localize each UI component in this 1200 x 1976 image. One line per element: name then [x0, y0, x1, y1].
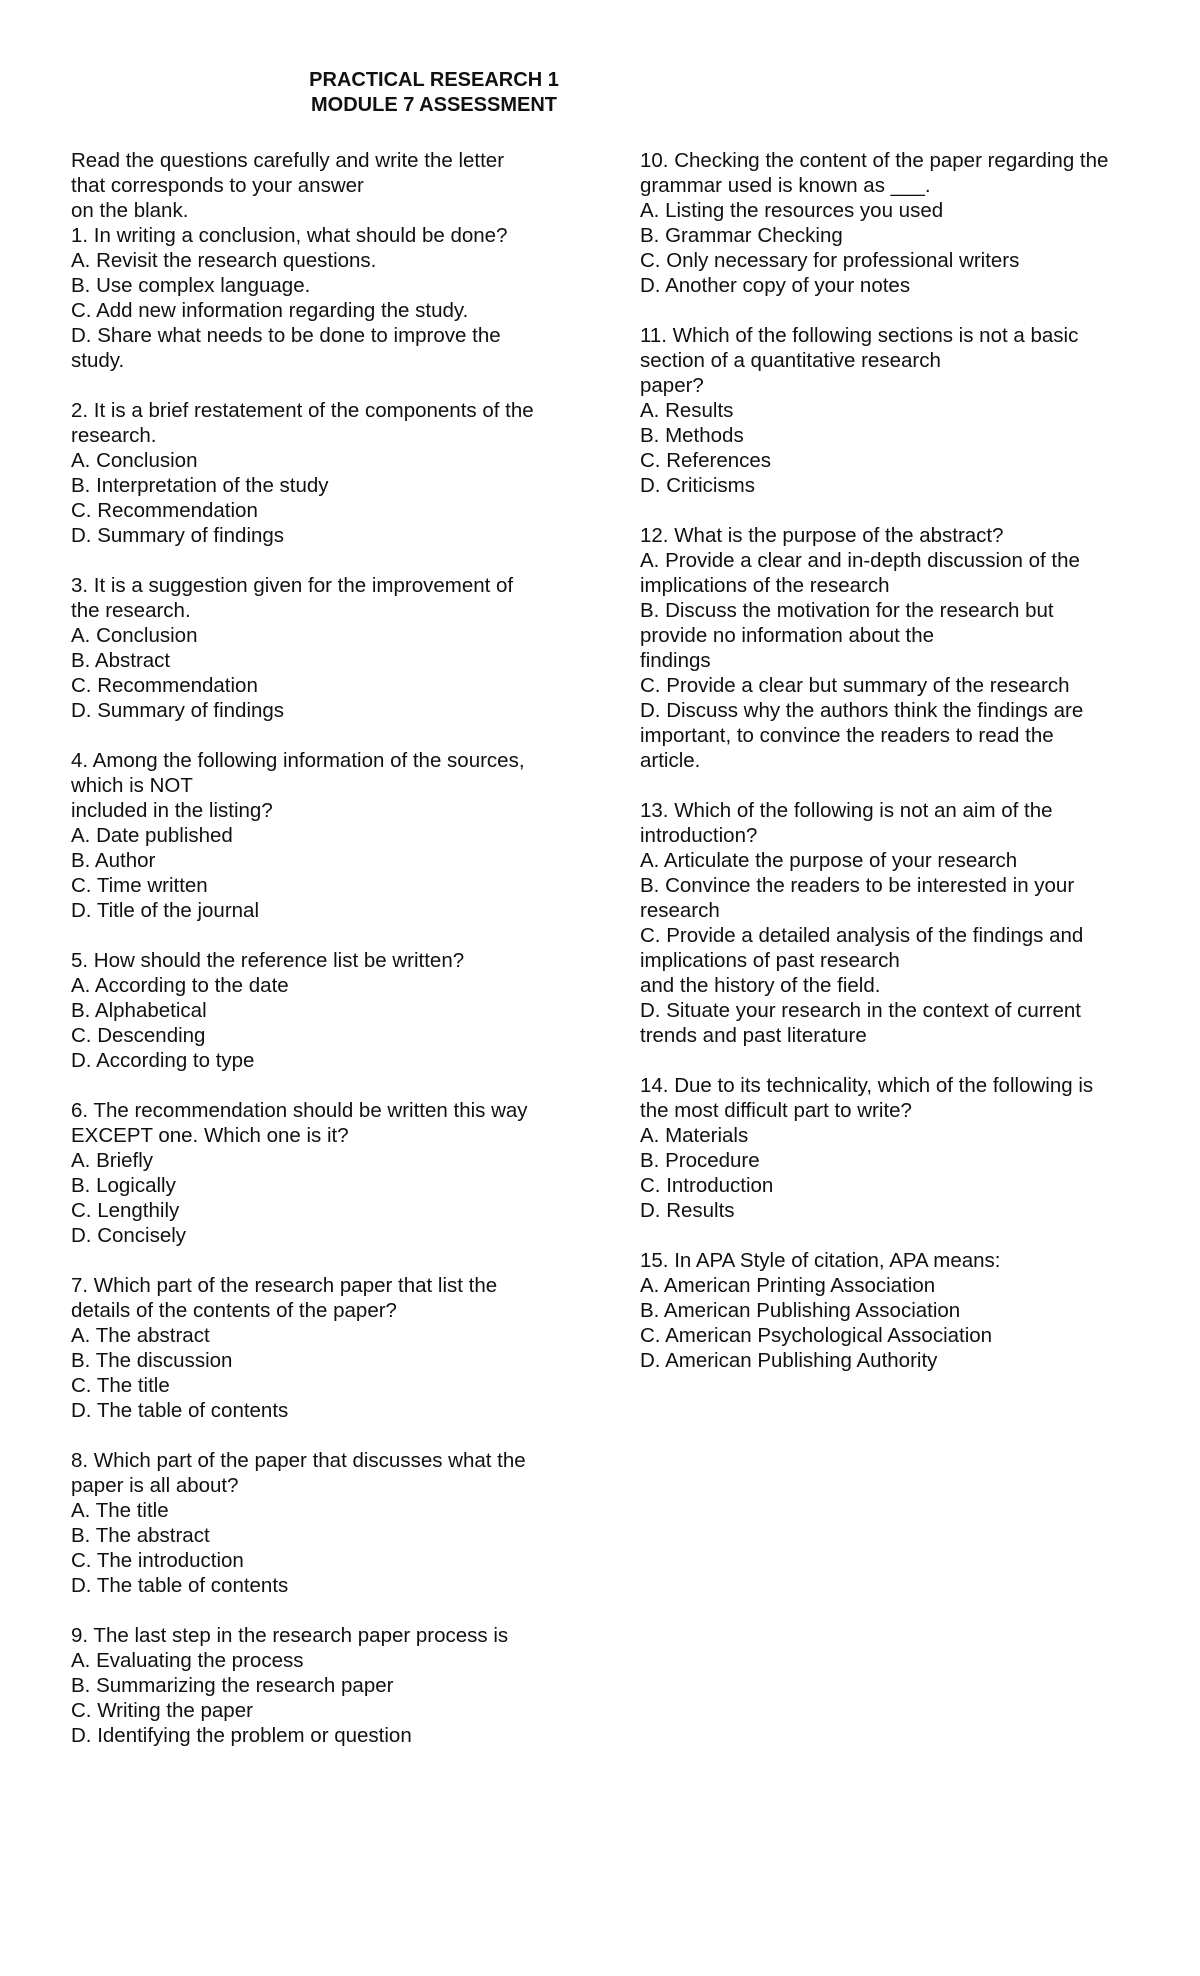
instruction-line: Read the questions carefully and write the letter [71, 149, 505, 172]
question-line: C. Add new information regarding the study. [71, 299, 469, 322]
question-line: A. Results [640, 399, 734, 422]
question-line: D. According to type [71, 1049, 255, 1072]
question-text: 3. It is a suggestion given for the improvement of [71, 574, 514, 597]
question-line: C. Introduction [640, 1174, 774, 1197]
question-line: A. Date published [71, 824, 233, 847]
question-line: C. Writing the paper [71, 1699, 253, 1722]
question-line: B. Grammar Checking [640, 224, 843, 247]
question-line: D. The table of contents [71, 1574, 289, 1597]
question-line: B. Convince the readers to be interested in your [640, 874, 1075, 897]
question-line: D. Results [640, 1199, 735, 1222]
question-line: B. Methods [640, 424, 744, 447]
question-line: C. Provide a detailed analysis of the findings and [640, 924, 1084, 947]
question-line: A. Listing the resources you used [640, 199, 944, 222]
question-line: B. The discussion [71, 1349, 233, 1372]
question-line: the most difficult part to write? [640, 1099, 912, 1122]
question-line: C. Lengthily [71, 1199, 180, 1222]
question-10 [640, 148, 1150, 298]
question-text: 7. Which part of the research paper that list the [71, 1274, 498, 1297]
question-text: 1. In writing a conclusion, what should be done? [71, 224, 508, 247]
question-line: A. The abstract [71, 1324, 210, 1347]
instruction-line: on the blank. [71, 199, 189, 222]
question-line: D. Summary of findings [71, 524, 285, 547]
question-line: trends and past literature [640, 1024, 867, 1047]
question-text: 15. In APA Style of citation, APA means: [640, 1249, 1001, 1272]
question-text: 4. Among the following information of the sources, [71, 749, 525, 772]
question-line: D. The table of contents [71, 1399, 289, 1422]
question-line: EXCEPT one. Which one is it? [71, 1124, 349, 1147]
question-2 [71, 398, 571, 548]
question-spacer [71, 923, 571, 948]
question-line: B. Abstract [71, 649, 171, 672]
question-line: B. The abstract [71, 1524, 210, 1547]
question-line: B. Procedure [640, 1149, 760, 1172]
question-line: D. Summary of findings [71, 699, 285, 722]
question-line: D. Another copy of your notes [640, 274, 911, 297]
question-line: article. [640, 749, 701, 772]
question-line: D. Concisely [71, 1224, 187, 1247]
question-line: A. Conclusion [71, 449, 198, 472]
question-line: D. Situate your research in the context of current [640, 999, 1081, 1022]
question-11 [640, 323, 1150, 498]
question-line: which is NOT [71, 774, 193, 797]
question-spacer [71, 373, 571, 398]
question-line: study. [71, 349, 125, 372]
question-spacer [71, 548, 571, 573]
question-8 [71, 1448, 571, 1598]
question-spacer [640, 1223, 1150, 1248]
question-line: provide no information about the [640, 624, 935, 647]
question-text: 2. It is a brief restatement of the components of the [71, 399, 534, 422]
title-line-1: PRACTICAL RESEARCH 1 [309, 69, 559, 91]
question-line: details of the contents of the paper? [71, 1299, 397, 1322]
question-line: paper is all about? [71, 1474, 239, 1497]
question-line: grammar used is known as ___. [640, 174, 931, 197]
question-text: 12. What is the purpose of the abstract? [640, 524, 1004, 547]
question-line: D. Title of the journal [71, 899, 260, 922]
question-line: A. Conclusion [71, 624, 198, 647]
question-text: 13. Which of the following is not an aim of the [640, 799, 1053, 822]
question-1 [71, 223, 571, 373]
question-9 [71, 1623, 571, 1748]
question-text: 6. The recommendation should be written this way [71, 1099, 528, 1122]
instruction-line: that corresponds to your answer [71, 174, 364, 197]
question-14 [640, 1073, 1150, 1223]
question-spacer [640, 773, 1150, 798]
question-line: C. The introduction [71, 1549, 244, 1572]
instructions [71, 148, 571, 223]
question-line: paper? [640, 374, 704, 397]
title-line-2: MODULE 7 ASSESSMENT [311, 94, 557, 116]
question-line: findings [640, 649, 711, 672]
question-line: A. The title [71, 1499, 169, 1522]
question-line: B. Discuss the motivation for the research but [640, 599, 1054, 622]
question-line: introduction? [640, 824, 758, 847]
question-line: A. Provide a clear and in-depth discussion of the [640, 549, 1080, 572]
question-spacer [71, 1248, 571, 1273]
question-line: B. Summarizing the research paper [71, 1674, 394, 1697]
question-spacer [71, 1598, 571, 1623]
question-line: A. Revisit the research questions. [71, 249, 377, 272]
question-7 [71, 1273, 571, 1423]
question-line: C. The title [71, 1374, 170, 1397]
question-line: implications of the research [640, 574, 890, 597]
question-line: included in the listing? [71, 799, 273, 822]
question-line: section of a quantitative research [640, 349, 941, 372]
question-line: A. Briefly [71, 1149, 154, 1172]
question-line: C. References [640, 449, 772, 472]
question-spacer [640, 1048, 1150, 1073]
question-line: B. Alphabetical [71, 999, 207, 1022]
question-12 [640, 523, 1150, 773]
question-text: 5. How should the reference list be written? [71, 949, 465, 972]
question-line: A. Articulate the purpose of your research [640, 849, 1018, 872]
question-line: B. Logically [71, 1174, 176, 1197]
question-text: 14. Due to its technicality, which of the following is [640, 1074, 1094, 1097]
question-spacer [71, 1423, 571, 1448]
question-text: 8. Which part of the paper that discusses what the [71, 1449, 526, 1472]
question-line: C. Only necessary for professional writers [640, 249, 1020, 272]
question-line: C. Descending [71, 1024, 206, 1047]
question-text: 9. The last step in the research paper process is [71, 1624, 509, 1647]
question-line: C. Recommendation [71, 499, 258, 522]
question-line: A. According to the date [71, 974, 289, 997]
question-spacer [71, 1073, 571, 1098]
question-3 [71, 573, 571, 723]
question-spacer [640, 498, 1150, 523]
question-line: C. American Psychological Association [640, 1324, 993, 1347]
question-line: important, to convince the readers to read the [640, 724, 1054, 747]
question-4 [71, 748, 571, 923]
question-6 [71, 1098, 571, 1248]
question-line: B. American Publishing Association [640, 1299, 961, 1322]
question-spacer [640, 298, 1150, 323]
question-line: C. Recommendation [71, 674, 258, 697]
question-line: A. Evaluating the process [71, 1649, 304, 1672]
question-line: and the history of the field. [640, 974, 881, 997]
question-line: B. Use complex language. [71, 274, 311, 297]
question-line: A. American Printing Association [640, 1274, 936, 1297]
question-15 [640, 1248, 1150, 1373]
right-column [640, 148, 1150, 1373]
left-column [71, 148, 571, 1748]
document-title [0, 68, 868, 118]
question-line: implications of past research [640, 949, 900, 972]
question-line: C. Time written [71, 874, 208, 897]
question-5 [71, 948, 571, 1073]
question-line: research [640, 899, 720, 922]
question-line: D. American Publishing Authority [640, 1349, 938, 1372]
question-line: the research. [71, 599, 191, 622]
question-spacer [71, 723, 571, 748]
question-13 [640, 798, 1150, 1048]
question-line: B. Author [71, 849, 156, 872]
question-text: 11. Which of the following sections is not a basic [640, 324, 1079, 347]
question-line: C. Provide a clear but summary of the research [640, 674, 1070, 697]
question-text: 10. Checking the content of the paper regarding the [640, 149, 1109, 172]
question-line: A. Materials [640, 1124, 749, 1147]
question-line: D. Discuss why the authors think the findings are [640, 699, 1084, 722]
question-line: D. Share what needs to be done to improve the [71, 324, 501, 347]
question-line: B. Interpretation of the study [71, 474, 329, 497]
question-line: D. Criticisms [640, 474, 756, 497]
question-line: research. [71, 424, 157, 447]
question-line: D. Identifying the problem or question [71, 1724, 412, 1747]
